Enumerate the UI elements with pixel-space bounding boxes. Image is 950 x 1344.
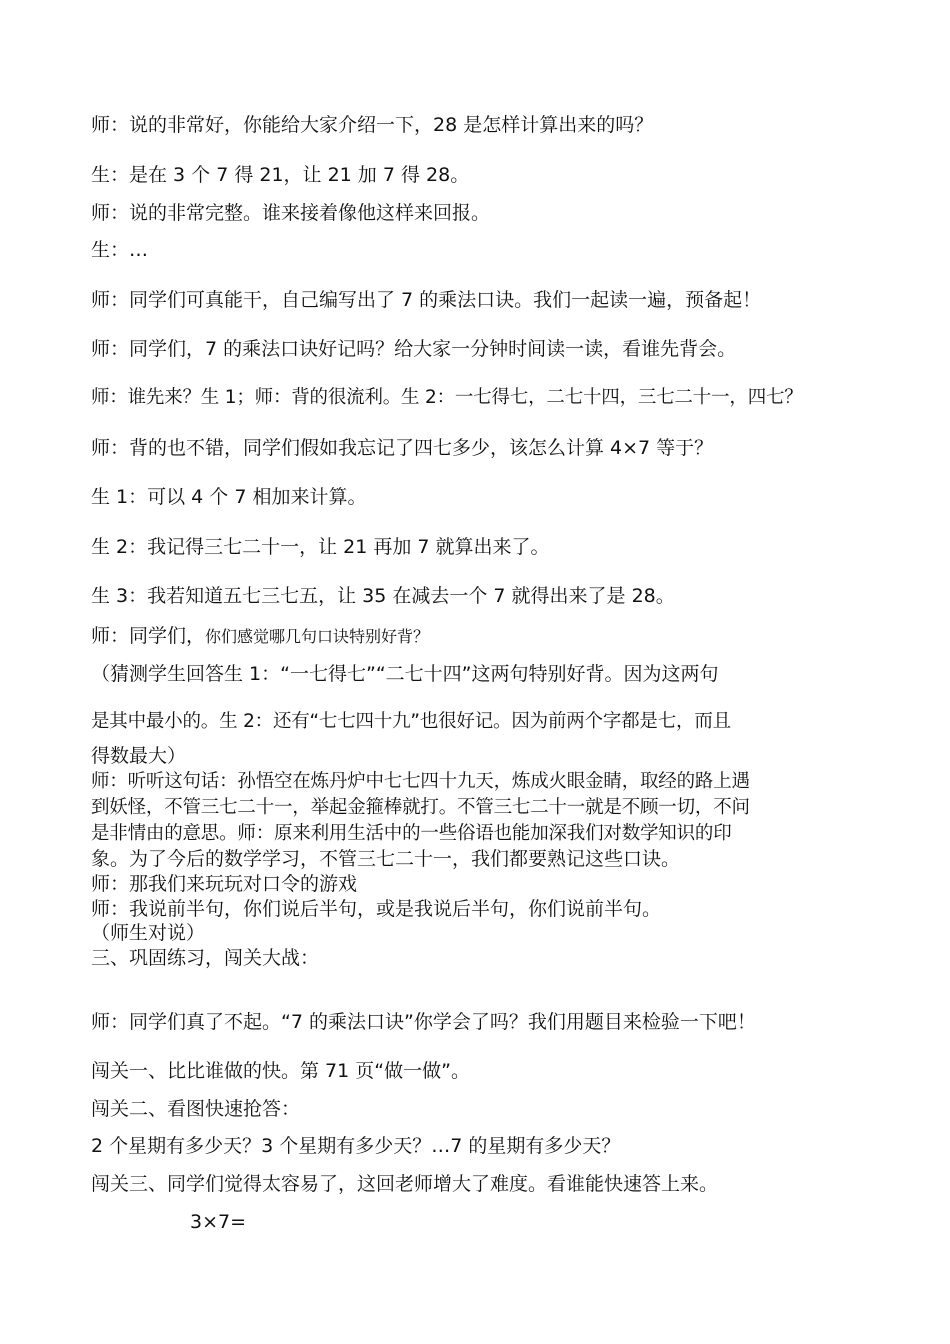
line-suffix: 你们感觉哪几句口诀特别好背？	[205, 627, 430, 646]
text-line: 生：…	[91, 239, 149, 261]
text-line: 师：同学们，7 的乘法口诀好记吗？给大家一分钟时间读一读，看谁先背会。	[91, 338, 737, 360]
text-line: 师：说的非常完整。谁来接着像他这样来回报。	[91, 202, 491, 224]
section-heading: 三、巩固练习，闯关大战：	[91, 947, 320, 969]
text-line: 得数最大）	[91, 745, 187, 767]
text-line: 2 个星期有多少天？3 个星期有多少天？…7 的星期有多少天？	[91, 1135, 621, 1157]
text-line: 生：是在 3 个 7 得 21，让 21 加 7 得 28。	[91, 164, 470, 186]
text-line: 闯关一、比比谁做的快。第 71 页“做一做”。	[91, 1060, 470, 1082]
text-line: 是其中最小的。生 2：还有“七七四十九”也很好记。因为前两个字都是七，而且	[91, 711, 731, 732]
text-line: 师：同学们真了不起。“7 的乘法口诀”你学会了吗？我们用题目来检验一下吧！	[91, 1011, 756, 1033]
text-line: 是非情由的意思。师：原来利用生活中的一些俗语也能加深我们对数学知识的印	[91, 823, 732, 844]
line-prefix: 师：同学们，	[91, 625, 206, 647]
text-line: 到妖怪，不管三七二十一，举起金箍棒就打。不管三七二十一就是不顾一切，不问	[91, 797, 750, 818]
text-line: 象。为了今后的数学学习，不管三七二十一，我们都要熟记这些口诀。	[91, 848, 681, 870]
text-line: 师：听听这句话：孙悟空在炼丹炉中七七四十九天，炼成火眼金睛，取经的路上遇	[91, 771, 750, 792]
text-line: 师：说的非常好，你能给大家介绍一下，28 是怎样计算出来的吗？	[91, 114, 654, 136]
text-line: 师：那我们来玩玩对口令的游戏	[91, 873, 358, 895]
text-line: （猜测学生回答生 1：“一七得七”“二七十四”这两句特别好背。因为这两句	[91, 663, 719, 685]
text-line: 师：我说前半句，你们说后半句，或是我说后半句，你们说前半句。	[91, 898, 662, 920]
text-line: 生 2：我记得三七二十一，让 21 再加 7 就算出来了。	[91, 536, 550, 558]
text-line: 闯关二、看图快速抢答：	[91, 1098, 301, 1120]
text-line: 师：同学们可真能干，自己编写出了 7 的乘法口诀。我们一起读一遍，预备起！	[91, 289, 762, 311]
mixed-size-line	[91, 625, 429, 648]
text-line: 生 3：我若知道五七三七五，让 35 在减去一个 7 就得出来了是 28。	[91, 585, 675, 607]
text-line: 师：背的也不错，同学们假如我忘记了四七多少，该怎么计算 4×7 等于？	[91, 437, 714, 459]
equation: 3×7=	[190, 1211, 247, 1233]
text-line: 生 1：可以 4 个 7 相加来计算。	[91, 486, 367, 508]
text-line: （师生对说）	[91, 922, 206, 944]
text-line: 闯关三、同学们觉得太容易了，这回老师增大了难度。看谁能快速答上来。	[91, 1173, 719, 1195]
text-line: 师：谁先来？生 1；师：背的很流利。生 2：一七得七，二七十四，三七二十一，四七？	[91, 387, 803, 408]
